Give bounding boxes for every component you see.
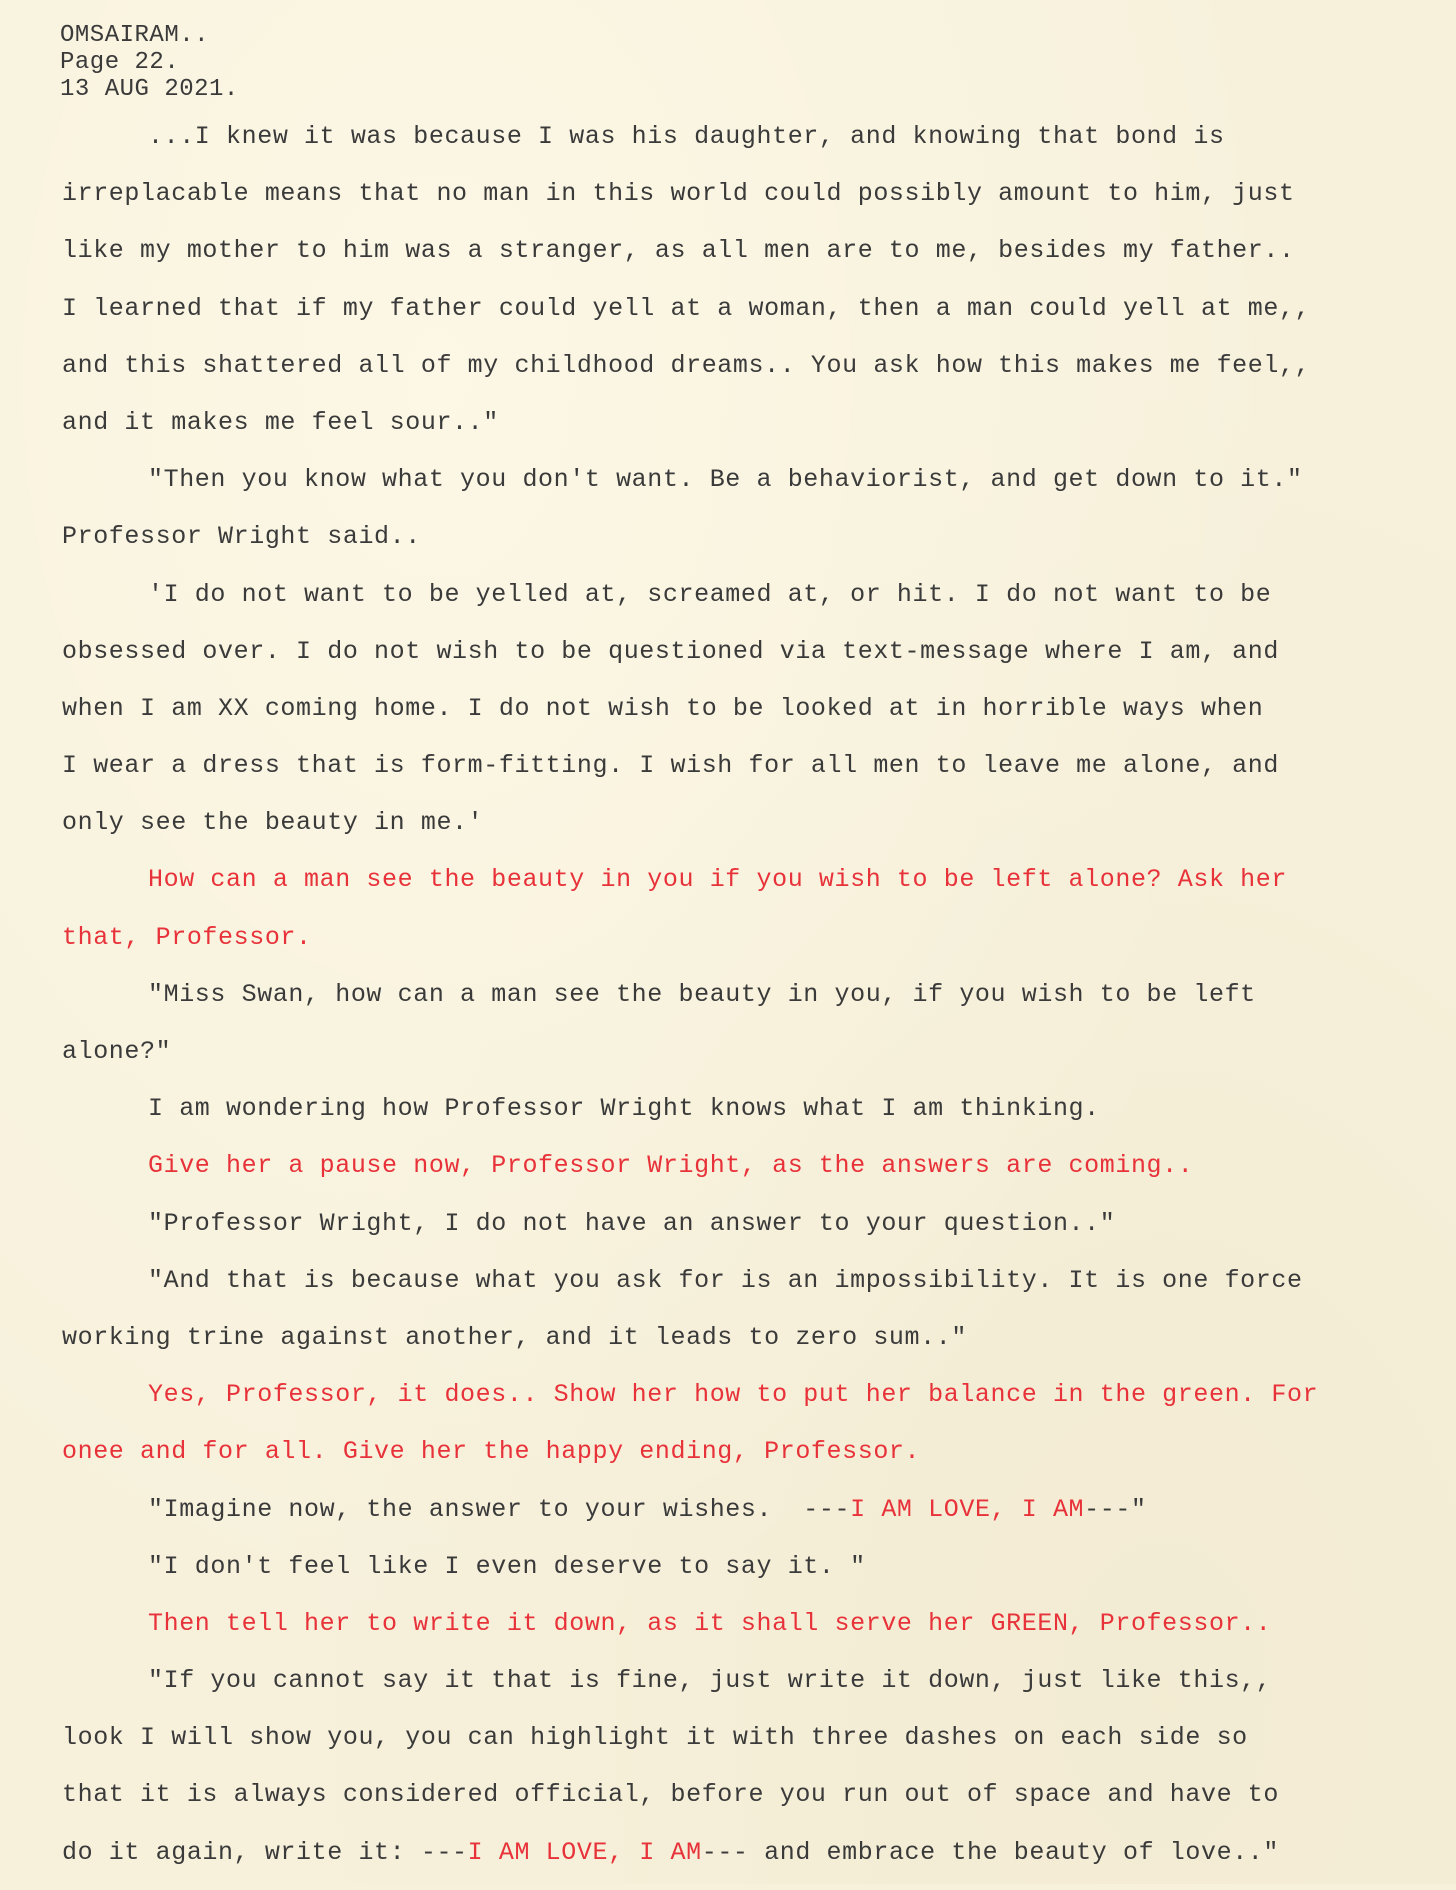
text-line: Professor Wright said.. [62, 522, 421, 552]
text-segment: "Imagine now, the answer to your wishes. --- [148, 1494, 851, 1524]
text-line [62, 1833, 1422, 1890]
text-line: that it is always considered official, before you run out of space and have to [62, 1780, 1279, 1810]
text-line: "If you cannot say it that is fine, just write it down, just like this,, [148, 1666, 1272, 1696]
text-line: onee and for all. Give her the happy ending, Professor. [62, 1437, 921, 1467]
header-date: 13 AUG 2021. [60, 76, 239, 103]
text-line: only see the beauty in me.' [62, 808, 484, 838]
header-page-number: Page 22. [60, 49, 180, 76]
text-segment: --- and embrace the beauty of love.." [701, 1837, 1280, 1867]
text-line: Then tell her to write it down, as it shall serve her GREEN, Professor.. [148, 1608, 1272, 1638]
text-line: "Professor Wright, I do not have an answer to your question.." [148, 1208, 1116, 1238]
text-line: that, Professor. [62, 922, 312, 952]
text-line: irreplacable means that no man in this world could possibly amount to him, just [62, 179, 1295, 209]
text-line: "And that is because what you ask for is an impossibility. It is one force [148, 1265, 1303, 1295]
text-line: like my mother to him was a stranger, as all men are to me, besides my father.. [62, 236, 1295, 266]
text-line: alone?" [62, 1037, 172, 1066]
text-line: Give her a pause now, Professor Wright, as the answers are coming.. [148, 1151, 1194, 1181]
text-line: "Then you know what you don't want. Be a behaviorist, and get down to it." [148, 465, 1303, 495]
text-line: "I don't feel like I even deserve to say it. " [148, 1551, 866, 1581]
text-segment: ---" [1084, 1494, 1147, 1524]
text-line: 'I do not want to be yelled at, screamed at, or hit. I do not want to be [148, 579, 1272, 609]
red-text-segment: I AM LOVE, I AM [467, 1837, 702, 1867]
text-segment: do it again, write it: --- [62, 1837, 468, 1867]
page-body [62, 117, 1422, 1890]
page-header [60, 22, 239, 103]
text-line: and it makes me feel sour.." [62, 407, 499, 437]
text-line: How can a man see the beauty in you if you wish to be left alone? Ask her [148, 865, 1287, 895]
text-line: ...I knew it was because I was his daughter, and knowing that bond is [148, 122, 1225, 151]
text-line: Yes, Professor, it does.. Show her how to put her balance in the green. For [148, 1380, 1319, 1410]
text-line: obsessed over. I do not wish to be questioned via text-message where I am, and [62, 636, 1279, 666]
text-line: look I will show you, you can highlight it with three dashes on each side so [62, 1723, 1248, 1753]
text-line: when I am XX coming home. I do not wish to be looked at in horrible ways when [62, 693, 1264, 723]
text-line: and this shattered all of my childhood dreams.. You ask how this makes me feel,, [62, 350, 1311, 380]
text-line [62, 1490, 1422, 1547]
red-text-segment: I AM LOVE, I AM [850, 1494, 1085, 1524]
text-line: I am wondering how Professor Wright knows what I am thinking. [148, 1094, 1100, 1124]
text-line: "Miss Swan, how can a man see the beauty in you, if you wish to be left [148, 979, 1256, 1009]
header-title: OMSAIRAM.. [60, 22, 210, 49]
text-line: I learned that if my father could yell at a woman, then a man could yell at me,, [62, 293, 1311, 323]
text-line: I wear a dress that is form-fitting. I wish for all men to leave me alone, and [62, 751, 1279, 781]
text-line: working trine against another, and it leads to zero sum.." [62, 1322, 967, 1352]
